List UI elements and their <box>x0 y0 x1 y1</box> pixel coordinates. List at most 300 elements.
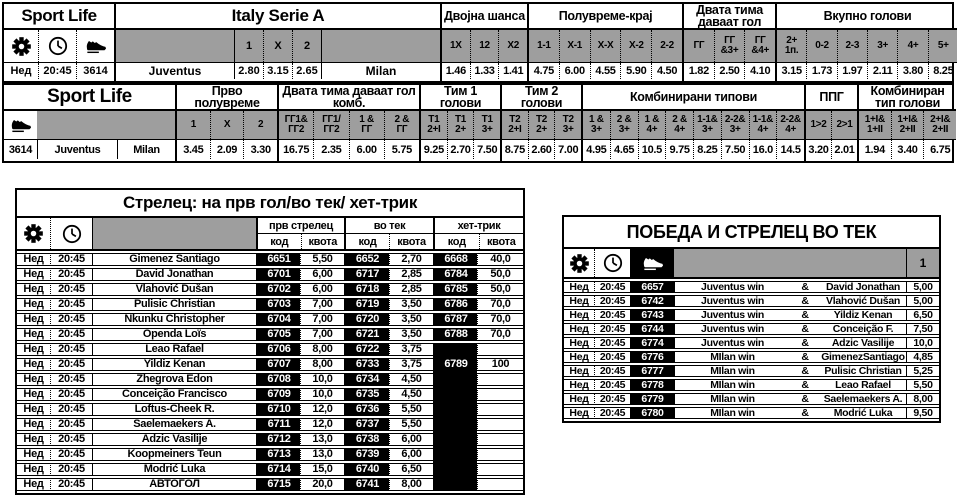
scorer-row <box>17 463 523 476</box>
label-line: 1 <box>190 119 196 130</box>
odds-value: 6.00 <box>559 63 590 79</box>
bet-code: 6779 <box>630 393 674 405</box>
anytime-quota: 6,50 <box>389 463 433 476</box>
time-cell: 20:45 <box>594 337 630 349</box>
values-row <box>684 63 775 79</box>
time-cell: 20:45 <box>50 418 92 431</box>
odds-label <box>498 30 527 62</box>
first-scorer-code: 6709 <box>256 388 300 401</box>
time-cell: 20:45 <box>594 281 630 293</box>
anytime-code: 6739 <box>344 448 389 461</box>
label-line: 2+ <box>455 124 466 135</box>
win-scorer-row <box>564 351 939 363</box>
odds-label <box>583 111 610 139</box>
odds-value: 1.94 <box>864 143 885 156</box>
quota-header: квота <box>479 234 524 249</box>
hattrick-quota: 50,0 <box>477 283 523 296</box>
anytime-quota: 2,85 <box>389 283 433 296</box>
player-name: Conceição F. <box>820 323 906 335</box>
first-scorer-quota: 10,0 <box>300 373 344 386</box>
clock-icon <box>50 218 92 249</box>
anytime-quota: 2,70 <box>389 253 433 266</box>
gear-icon <box>4 30 38 62</box>
spacer-cell <box>37 111 175 139</box>
hattrick-code <box>433 463 477 476</box>
label-line: 4+ <box>757 124 769 135</box>
anytime-code: 6734 <box>344 373 389 386</box>
player-name: Saelemaekers A. <box>820 393 906 405</box>
home-team: Juventus <box>148 64 202 78</box>
hattrick-quota: 70,0 <box>477 328 523 341</box>
odds-value: 2.01 <box>831 140 857 159</box>
player-name: Vlahović Dušan <box>92 283 256 296</box>
first-scorer-quota: 15,0 <box>300 463 344 476</box>
bet-quota: 7,50 <box>906 323 939 335</box>
day-cell: Нед <box>17 283 50 296</box>
label-line: ГГ <box>396 124 408 135</box>
label-line: 2+II <box>932 124 949 135</box>
day-cell: Нед <box>17 388 50 401</box>
label-line: 3+ <box>701 124 713 135</box>
player-name: Saelemaekers A. <box>92 418 256 431</box>
quota-header: квота <box>301 234 345 249</box>
time-cell: 20:45 <box>50 373 92 386</box>
first-scorer-quota: 7,00 <box>300 313 344 326</box>
label-line: ГГ <box>724 35 735 46</box>
day-cell: Нед <box>17 433 50 446</box>
odds-value: 6.00 <box>349 140 384 159</box>
time-cell: 20:45 <box>594 309 630 321</box>
hattrick-quota: 50,0 <box>477 268 523 281</box>
table1-groups <box>440 4 957 81</box>
odds-value: 5.75 <box>384 140 419 159</box>
hattrick-quota: 40,0 <box>477 253 523 266</box>
scorer-table <box>15 188 525 495</box>
hattrick-header <box>433 218 523 249</box>
odds-label: X <box>263 30 292 62</box>
odds-value: 1.46 <box>445 65 466 77</box>
label-line: X-X <box>597 40 614 51</box>
player-name: Zhegrova Edon <box>92 373 256 386</box>
win-scorer-row <box>564 407 939 419</box>
odds-label <box>470 30 499 62</box>
odds-value: 8.25 <box>928 63 957 79</box>
anytime-quota: 3,75 <box>389 358 433 371</box>
odds-label <box>610 111 638 139</box>
league-title: Italy Serie A <box>116 4 440 30</box>
soccer-shoe-icon <box>4 111 37 139</box>
anytime-quota: 3,75 <box>389 343 433 356</box>
odds-group <box>500 85 581 161</box>
gear-icon <box>564 249 594 277</box>
odds-value: 4.95 <box>586 143 607 156</box>
extended-odds-table <box>2 83 954 163</box>
hattrick-quota: 70,0 <box>477 298 523 311</box>
label-line: Т1 <box>454 114 467 125</box>
anytime-code: 6717 <box>344 268 389 281</box>
player-name: Yildiz Kenan <box>92 358 256 371</box>
brand-block-2 <box>4 85 175 161</box>
label-line: X-2 <box>628 40 644 51</box>
hattrick-quota <box>477 403 523 416</box>
odds-label <box>421 111 447 139</box>
odds-group <box>419 85 500 161</box>
label-line: 2+ <box>786 35 798 46</box>
odds-label <box>923 111 956 139</box>
ampersand: & <box>790 351 820 363</box>
label-line: 1 & <box>589 114 604 125</box>
anytime-code: 6735 <box>344 388 389 401</box>
scorer-row <box>17 478 523 491</box>
odds-value: 4.10 <box>744 63 775 79</box>
bet-quota: 10,0 <box>906 337 939 349</box>
bet-code: 6743 <box>630 309 674 321</box>
label-line: Т2 <box>562 114 574 125</box>
bet-code: 6778 <box>630 379 674 391</box>
anytime-code: 6722 <box>344 343 389 356</box>
team-result: Juventus win <box>674 281 790 293</box>
hattrick-code: 6787 <box>433 313 477 326</box>
odds-group <box>682 4 775 81</box>
time-cell: 20:45 <box>594 379 630 391</box>
first-scorer-code: 6713 <box>256 448 300 461</box>
odds-label <box>384 111 419 139</box>
quota-header: квота <box>389 234 433 249</box>
values-row <box>442 63 527 79</box>
odds-value: 4.50 <box>651 63 682 79</box>
label-line: 2+II <box>899 124 916 135</box>
time-cell: 20:45 <box>50 403 92 416</box>
time-cell: 20:45 <box>50 448 92 461</box>
serie-a-odds-table <box>2 2 954 83</box>
odds-label <box>243 111 277 139</box>
bet-code: 6742 <box>630 295 674 307</box>
label-line: 2 & <box>672 114 687 125</box>
away-team: Milan <box>117 140 175 159</box>
player-name: Leao Rafael <box>92 343 256 356</box>
soccer-shoe-icon <box>76 30 114 62</box>
odds-value: 3.20 <box>808 143 829 156</box>
labels-row <box>777 30 957 63</box>
player-name: Nkunku Christopher <box>92 313 256 326</box>
label-line: 1 & <box>359 114 374 125</box>
spacer-cell <box>116 30 234 62</box>
hattrick-quota <box>477 343 523 356</box>
win-scorer-title: ПОБЕДА И СТРЕЛЕЦ ВО ТЕК <box>564 217 939 249</box>
label-line: 1п. <box>784 45 799 56</box>
label-line: ГГ2 <box>323 124 340 135</box>
icons-row <box>4 30 114 63</box>
anytime-quota: 3,50 <box>389 313 433 326</box>
odds-value: 1.73 <box>806 63 836 79</box>
time-cell: 20:45 <box>594 295 630 307</box>
hattrick-code <box>433 433 477 446</box>
day-cell: Нед <box>17 268 50 281</box>
player-name: Conceição Francisco <box>92 388 256 401</box>
label-line: 4+ <box>907 40 919 51</box>
scorer-row <box>17 328 523 341</box>
anytime-code: 6721 <box>344 328 389 341</box>
day-cell: Нед <box>564 309 594 321</box>
values-row <box>777 63 957 79</box>
spacer-cell <box>674 249 906 277</box>
first-scorer-code: 6708 <box>256 373 300 386</box>
label-line: 2>1 <box>836 119 853 130</box>
first-scorer-quota: 8,00 <box>300 358 344 371</box>
soccer-shoe-icon <box>630 249 674 277</box>
first-scorer-quota: 12,0 <box>300 403 344 416</box>
odds-group <box>440 4 527 81</box>
hattrick-code: 6789 <box>433 358 477 371</box>
day-cell: Нед <box>17 253 50 266</box>
hattrick-code: 6785 <box>433 283 477 296</box>
first-scorer-code: 6651 <box>256 253 300 266</box>
group-title: Полувреме-крај <box>529 4 682 30</box>
scorer-row <box>17 268 523 281</box>
team-result: MIlan win <box>674 365 790 377</box>
odds-value: 2.11 <box>867 63 897 79</box>
label-line: 3+ <box>590 124 602 135</box>
group-title: Двата тима даваат гол комб. <box>279 85 419 111</box>
label-line: 3+ <box>562 124 574 135</box>
label-line: 1-1& <box>697 114 718 125</box>
hattrick-code: 6788 <box>433 328 477 341</box>
team-result: Juventus win <box>674 337 790 349</box>
odds-value: 4.55 <box>590 63 621 79</box>
odds-group <box>277 85 419 161</box>
player-name: Adzic Vasilije <box>820 337 906 349</box>
label-line: ГГ1/ <box>322 114 341 125</box>
values-row <box>806 140 857 159</box>
win-scorer-row <box>564 295 939 307</box>
hattrick-code: 6786 <box>433 298 477 311</box>
first-scorer-code: 6702 <box>256 283 300 296</box>
group-title: Двојна шанса <box>442 4 527 30</box>
scorer-row <box>17 403 523 416</box>
gear-icon <box>17 218 50 249</box>
clock-icon <box>38 30 76 62</box>
odds-label <box>776 111 804 139</box>
scorer-row <box>17 418 523 431</box>
code-header: код <box>358 235 377 248</box>
anytime-code: 6719 <box>344 298 389 311</box>
bet-quota: 6,50 <box>906 309 939 321</box>
team-result: MIlan win <box>674 393 790 405</box>
time-cell: 20:45 <box>50 268 92 281</box>
hattrick-code: 6668 <box>433 253 477 266</box>
day-cell: Нед <box>10 65 32 77</box>
bet-code: 6657 <box>630 281 674 293</box>
anytime-quota: 6,00 <box>389 448 433 461</box>
odds-value: 9.75 <box>665 140 693 159</box>
time-cell: 20:45 <box>50 358 92 371</box>
ampersand: & <box>790 365 820 377</box>
odds-group <box>857 85 956 161</box>
column-1-header: 1 <box>906 249 939 277</box>
odds-value: 2.80 <box>238 65 260 77</box>
player-name: Gimenez Santiago <box>92 253 256 266</box>
time-cell: 20:45 <box>50 313 92 326</box>
hattrick-quota <box>477 478 523 491</box>
first-scorer-code: 6705 <box>256 328 300 341</box>
odds-value: 6.75 <box>923 140 956 159</box>
group-title: Двата тима даваат гол <box>684 4 775 30</box>
label-line: ГГ1& <box>284 114 308 125</box>
day-cell: Нед <box>17 418 50 431</box>
odds-label <box>928 30 957 62</box>
day-cell: Нед <box>17 358 50 371</box>
win-scorer-row <box>564 309 939 321</box>
time-cell: 20:45 <box>50 253 92 266</box>
odds-value: 2.65 <box>292 63 321 79</box>
label-line: 1X <box>450 40 462 51</box>
odds-label <box>831 111 857 139</box>
first-scorer-header <box>256 218 344 249</box>
group-title: во тек <box>346 218 433 234</box>
label-line: ГГ <box>693 40 705 51</box>
time-cell: 20:45 <box>50 433 92 446</box>
group-title: ППГ <box>806 85 857 111</box>
odds-value: 3.15 <box>781 65 802 77</box>
anytime-code: 6737 <box>344 418 389 431</box>
hattrick-code <box>433 448 477 461</box>
anytime-quota: 8,00 <box>389 478 433 491</box>
scorer-table-header <box>17 218 523 251</box>
odds-value: 2.60 <box>528 140 555 159</box>
group-title: Комбиниран тип голови <box>859 85 956 111</box>
odds-label <box>749 111 777 139</box>
match-block <box>114 4 440 81</box>
values-row <box>502 140 581 159</box>
win-scorer-header <box>564 249 939 279</box>
player-name: Pulisic Christian <box>92 298 256 311</box>
label-line: Т1 <box>428 114 440 125</box>
odds-value: 2.09 <box>210 140 244 159</box>
bet-code: 6774 <box>630 337 674 349</box>
label-line: 2 & <box>394 114 410 125</box>
time-cell: 20:45 <box>50 478 92 491</box>
win-scorer-row <box>564 393 939 405</box>
spacer-cell <box>322 30 440 62</box>
values-row <box>583 140 804 159</box>
odds-label <box>210 111 244 139</box>
label-line: 1+I& <box>864 114 885 125</box>
scorer-row <box>17 298 523 311</box>
day-cell: Нед <box>17 448 50 461</box>
hattrick-code <box>433 343 477 356</box>
day-cell: Нед <box>17 463 50 476</box>
values-row <box>421 140 500 159</box>
time-cell: 20:45 <box>50 463 92 476</box>
label-line: X2 <box>507 40 519 51</box>
anytime-quota: 6,00 <box>389 433 433 446</box>
label-line: ГГ <box>754 35 766 46</box>
player-name: Openda Loïs <box>92 328 256 341</box>
win-scorer-row <box>564 379 939 391</box>
ampersand: & <box>790 337 820 349</box>
player-name: Yildiz Kenan <box>820 309 906 321</box>
odds-label <box>777 30 806 62</box>
label-line: 1+II <box>866 124 883 135</box>
bet-code: 6777 <box>630 365 674 377</box>
labels-row <box>502 111 581 140</box>
values-row <box>279 140 419 159</box>
values-row <box>529 63 682 79</box>
odds-value: 3.15 <box>263 63 292 79</box>
win-scorer-row <box>564 365 939 377</box>
odds-label <box>806 111 831 139</box>
first-scorer-code: 6714 <box>256 463 300 476</box>
bet-quota: 5,00 <box>906 295 939 307</box>
bet-quota: 5,25 <box>906 365 939 377</box>
hattrick-code <box>433 388 477 401</box>
label-line: 2 <box>258 119 264 130</box>
group-title: Тим 2 голови <box>502 85 581 111</box>
labels-row <box>529 30 682 63</box>
player-name: АВТОГОЛ <box>92 478 256 491</box>
player-name: Modrić Luka <box>92 463 256 476</box>
odds-value: 2.70 <box>447 140 474 159</box>
time-cell: 20:45 <box>594 365 630 377</box>
label-line: 1-1& <box>752 114 774 125</box>
away-team: Milan <box>365 64 397 78</box>
odds-label <box>559 30 590 62</box>
anytime-code: 6733 <box>344 358 389 371</box>
time-cell: 20:45 <box>50 328 92 341</box>
label-line: 2+I <box>508 124 522 135</box>
label-line: Т1 <box>481 114 493 125</box>
odds-label <box>313 111 348 139</box>
table2-groups <box>175 85 956 161</box>
odds-value: 2.50 <box>714 63 745 79</box>
player-name: GimenezSantiago <box>821 350 905 363</box>
win-scorer-row <box>564 337 939 349</box>
anytime-scorer-header <box>344 218 433 249</box>
first-scorer-code: 6715 <box>256 478 300 491</box>
brand-title: Sport Life <box>4 85 175 111</box>
code-header: код <box>447 235 466 248</box>
odds-label <box>620 30 651 62</box>
odds-value: 8.75 <box>504 143 525 156</box>
odds-label <box>447 111 474 139</box>
labels-row <box>684 30 775 63</box>
scorer-row <box>17 283 523 296</box>
brand-title: Sport Life <box>4 4 114 30</box>
scorer-row <box>17 358 523 371</box>
hattrick-quota <box>477 448 523 461</box>
ampersand: & <box>790 323 820 335</box>
bet-quota: 5,50 <box>906 379 939 391</box>
scorer-row <box>17 313 523 326</box>
label-line: 2-2& <box>780 114 801 125</box>
win-scorer-row <box>564 281 939 293</box>
labels-row <box>442 30 527 63</box>
first-scorer-quota: 5,50 <box>300 253 344 266</box>
labels-row <box>177 111 277 140</box>
first-scorer-code: 6701 <box>256 268 300 281</box>
time-cell: 20:45 <box>50 298 92 311</box>
icons-row <box>4 111 175 140</box>
anytime-code: 6720 <box>344 313 389 326</box>
bet-code: 6780 <box>630 407 674 419</box>
anytime-code: 6718 <box>344 283 389 296</box>
hattrick-code <box>433 418 477 431</box>
player-name: Koopmeiners Teun <box>92 448 256 461</box>
group-title: хет-трик <box>435 218 523 234</box>
odds-group <box>175 85 277 161</box>
clock-icon <box>594 249 630 277</box>
group-title: прв стрелец <box>258 218 344 234</box>
